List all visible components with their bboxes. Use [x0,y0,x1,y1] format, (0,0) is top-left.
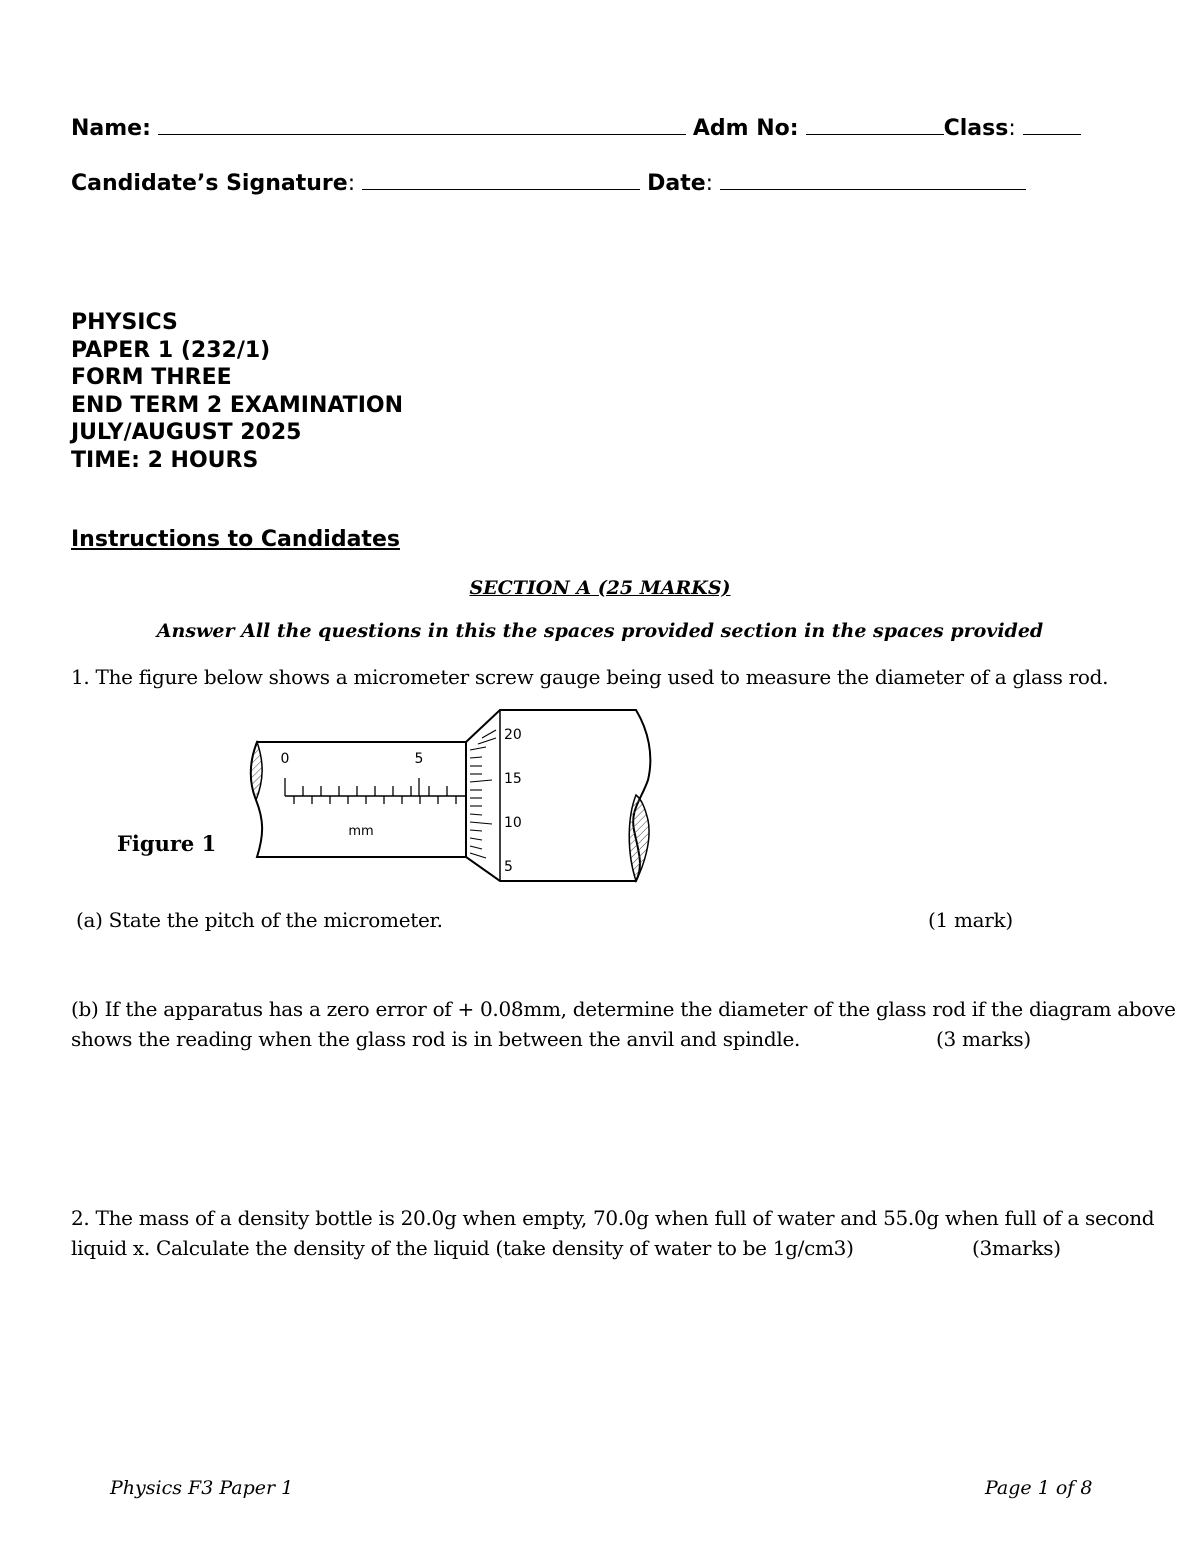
name-label: Name: [71,116,151,141]
signature-label: Candidate’s Signature [71,171,348,196]
signature-input-line[interactable] [362,171,640,190]
exam-title-block [71,309,403,475]
class-input-line[interactable] [1023,116,1081,135]
figure-label: Figure 1 [117,831,217,856]
question-2-line2: liquid x. Calculate the density of the liquid (take density of water to be 1g/cm3) [71,1236,854,1260]
micrometer-diagram [230,700,670,890]
exam-name: END TERM 2 EXAMINATION [71,392,403,418]
footer-page-number: Page 1 of 8 [985,1477,1093,1499]
unit-label: mm [348,824,374,839]
exam-form: FORM THREE [71,365,232,391]
thimble [466,710,650,881]
question-1a-marks: (1 mark) [928,908,1013,932]
question-1b-marks: (3 marks) [936,1027,1031,1051]
signature-colon: : [347,171,356,196]
thimble-hatched-end [629,795,649,881]
class-colon: : [1008,116,1016,141]
sleeve-label-0: 0 [280,751,290,767]
thimble-label-15: 15 [504,771,522,787]
signature-field-row [71,171,1026,196]
question-1a-text: (a) State the pitch of the micrometer. [76,908,443,932]
date-label: Date [647,171,706,196]
question-2-marks: (3marks) [972,1236,1061,1260]
footer-title: Physics F3 Paper 1 [110,1477,294,1499]
exam-paper: PAPER 1 (232/1) [71,337,271,363]
exam-time: TIME: 2 HOURS [71,447,259,473]
name-input-line[interactable] [158,116,686,135]
adm-no-label: Adm No: [692,116,799,141]
exam-session: JULY/AUGUST 2025 [71,420,302,446]
adm-no-input-line[interactable] [806,116,944,135]
section-heading: SECTION A (25 MARKS) [469,577,731,599]
sleeve [251,742,466,857]
instructions-heading: Instructions to Candidates [71,527,400,552]
exam-subject: PHYSICS [71,310,178,335]
question-1-text: 1. The figure below shows a micrometer screw gauge being used to measure the diameter of a glass rod. [71,665,1109,689]
thimble-label-10: 10 [504,815,522,831]
thimble-label-20: 20 [504,727,522,743]
sleeve-label-5: 5 [414,751,424,767]
date-colon: : [705,171,714,196]
answer-instruction: Answer All the questions in this the spaces provided section in the spaces provided [156,620,1044,642]
name-field-row [71,116,1081,141]
thimble-label-5: 5 [504,859,513,875]
question-1b-line1: (b) If the apparatus has a zero error of + 0.08mm, determine the diameter of the glass rod if the diagram above [71,997,1176,1021]
class-label: Class [943,116,1009,141]
question-1b-line2: shows the reading when the glass rod is in between the anvil and spindle. [71,1027,801,1051]
date-input-line[interactable] [720,171,1026,190]
question-2-line1: 2. The mass of a density bottle is 20.0g when empty, 70.0g when full of water and 55.0g when full of a second [71,1206,1155,1230]
